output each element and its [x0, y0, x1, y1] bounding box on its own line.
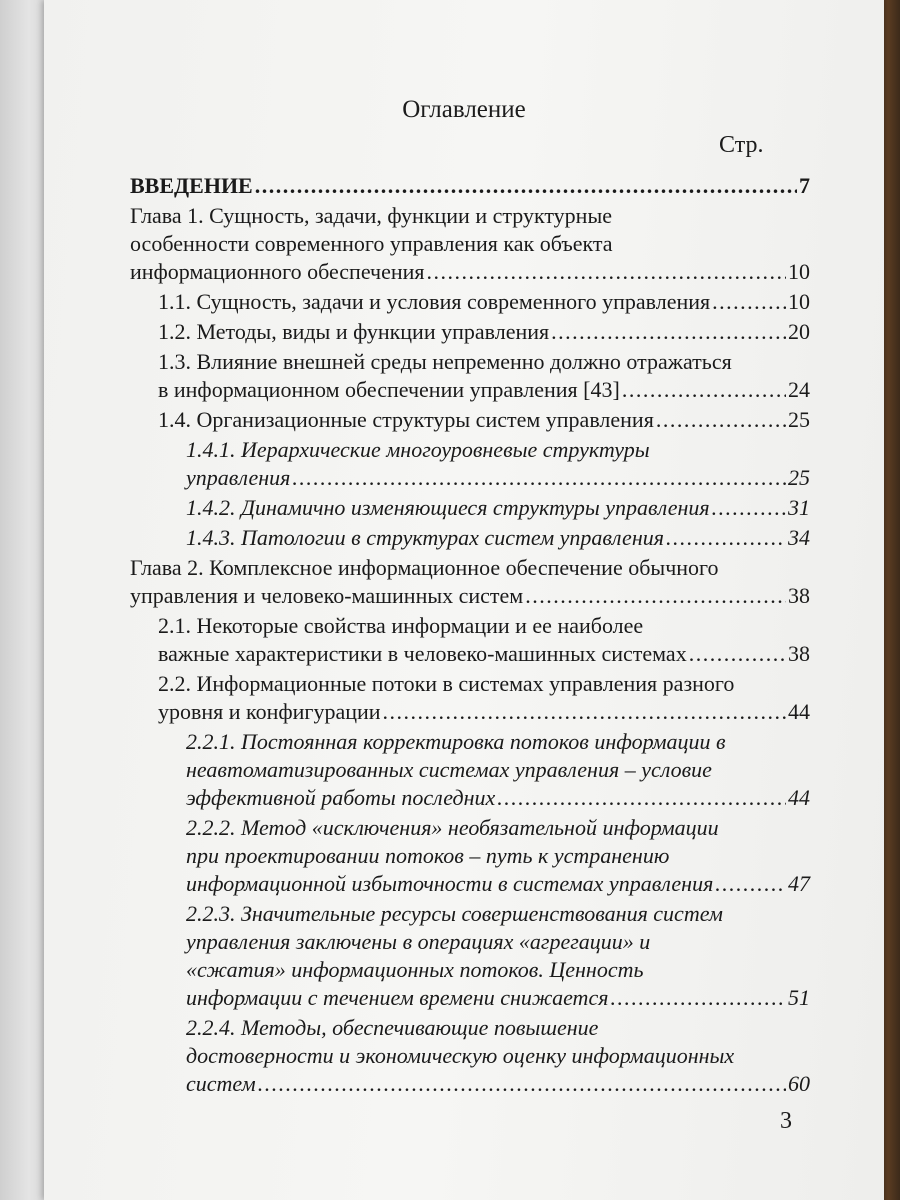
toc-entry-line — [186, 524, 810, 552]
toc-entry-line — [130, 230, 810, 258]
toc-entry-line — [186, 900, 810, 928]
dot-leader — [689, 640, 786, 668]
toc-entry-text: управления и человеко-машинных систем — [130, 583, 524, 608]
toc-entry-text: ВВЕДЕНИЕ — [130, 173, 253, 198]
toc-entry-text: 2.2.3. Значительные ресурсы совершенствования систем — [186, 901, 723, 926]
toc-entry-line — [130, 202, 810, 230]
toc-entry — [130, 814, 810, 898]
dot-leader — [715, 870, 786, 898]
dot-leader — [258, 1070, 786, 1098]
toc-entry-line — [186, 756, 810, 784]
toc-entry-line — [186, 984, 810, 1012]
dot-leader — [525, 582, 786, 610]
dot-leader — [712, 288, 786, 316]
toc-page-number: 31 — [788, 495, 810, 520]
toc-entry-line — [186, 1042, 810, 1070]
toc-entry — [130, 612, 810, 668]
toc-entry-line — [186, 464, 810, 492]
toc-entry-line — [186, 494, 810, 522]
toc-entry-line — [186, 956, 810, 984]
toc-entry-text: информации с течением времени снижается — [186, 985, 609, 1010]
toc-entry — [130, 172, 810, 200]
toc-entry — [130, 1014, 810, 1098]
toc-entry — [130, 494, 810, 522]
adjacent-page-edge — [0, 0, 48, 1200]
toc-entry-line — [130, 582, 810, 610]
toc-entry-line — [130, 258, 810, 286]
toc-entry-text: 1.1. Сущность, задачи и условия современного управления — [158, 289, 711, 314]
dot-leader — [666, 524, 786, 552]
toc-page-number: 44 — [788, 699, 810, 724]
toc-entry-text: неавтоматизированных системах управления – условие — [186, 757, 712, 782]
toc-entry-line — [186, 870, 810, 898]
toc-page-number: 10 — [788, 259, 810, 284]
toc-entry — [130, 524, 810, 552]
toc-entry-line — [130, 554, 810, 582]
toc-entry-line — [158, 698, 810, 726]
toc-entry-text: управления заключены в операциях «агрегации» и — [186, 929, 651, 954]
toc-entry-text: управления — [186, 465, 291, 490]
dot-leader — [656, 406, 786, 434]
toc-entry-text: Глава 1. Сущность, задачи, функции и структурные — [130, 203, 613, 228]
dot-leader — [551, 318, 786, 346]
toc-entry-text: информационного обеспечения — [130, 259, 425, 284]
dot-leader — [427, 258, 786, 286]
dot-leader — [497, 784, 786, 812]
page-title: Оглавление — [402, 96, 526, 123]
dot-leader — [622, 376, 786, 404]
toc-entry-text: эффективной работы последних — [186, 785, 496, 810]
dot-leader — [383, 698, 786, 726]
toc-entry — [130, 728, 810, 812]
toc-entry — [130, 318, 810, 346]
toc-entry-line — [186, 436, 810, 464]
toc-entry-text: 1.4.3. Патологии в структурах систем управления — [186, 525, 664, 550]
toc-entry-line — [158, 670, 810, 698]
toc-entry-text: 2.2.2. Метод «исключения» необязательной информации — [186, 815, 719, 840]
toc-page-number: 38 — [788, 641, 810, 666]
page-column-label: Стр. — [719, 132, 764, 158]
dot-leader — [712, 494, 786, 522]
toc-entry — [130, 288, 810, 316]
toc-page-number: 20 — [788, 319, 810, 344]
page-number: 3 — [780, 1108, 792, 1134]
toc-entry-text: 1.4.1. Иерархические многоуровневые структуры — [186, 437, 650, 462]
toc-entry-text: 1.2. Методы, виды и функции управления — [158, 319, 550, 344]
toc-entry-line — [158, 612, 810, 640]
toc-entry-text: информационной избыточности в системах управления — [186, 871, 714, 896]
toc-entry-text: важные характеристики в человеко-машинных системах — [158, 641, 687, 666]
toc-entry-text: в информационном обеспечении управления [43] — [158, 377, 620, 402]
toc-entry-line — [130, 172, 810, 200]
table-of-contents — [130, 172, 810, 1100]
toc-entry-text: 1.4. Организационные структуры систем управления — [158, 407, 654, 432]
toc-entry-line — [186, 1014, 810, 1042]
toc-entry-line — [186, 1070, 810, 1098]
toc-entry-line — [186, 928, 810, 956]
toc-entry — [130, 900, 810, 1012]
dot-leader — [255, 172, 797, 200]
toc-entry-line — [158, 348, 810, 376]
toc-entry — [130, 554, 810, 610]
book-page — [44, 0, 884, 1200]
dot-leader — [610, 984, 786, 1012]
toc-entry-text: «сжатия» информационных потоков. Ценность — [186, 957, 644, 982]
toc-page-number: 7 — [799, 173, 810, 198]
toc-entry-text: 2.2. Информационные потоки в системах управления разного — [158, 671, 735, 696]
toc-entry — [130, 202, 810, 286]
toc-page-number: 44 — [788, 785, 810, 810]
toc-entry-line — [158, 376, 810, 404]
toc-entry-text: 2.2.4. Методы, обеспечивающие повышение — [186, 1015, 599, 1040]
toc-entry-line — [158, 406, 810, 434]
toc-entry-text: достоверности и экономическую оценку информационных — [186, 1043, 735, 1068]
toc-entry-line — [186, 814, 810, 842]
toc-entry-line — [158, 318, 810, 346]
toc-entry-line — [158, 640, 810, 668]
toc-entry-text: 2.1. Некоторые свойства информации и ее наиболее — [158, 613, 644, 638]
toc-entry — [130, 406, 810, 434]
toc-page-number: 60 — [788, 1071, 810, 1096]
toc-page-number: 47 — [788, 871, 810, 896]
toc-entry-text: Глава 2. Комплексное информационное обеспечение обычного — [130, 555, 719, 580]
toc-page-number: 34 — [788, 525, 810, 550]
toc-entry-text: 1.3. Влияние внешней среды непременно должно отражаться — [158, 349, 732, 374]
toc-page-number: 24 — [788, 377, 810, 402]
toc-page-number: 38 — [788, 583, 810, 608]
toc-entry-text: 1.4.2. Динамично изменяющиеся структуры управления — [186, 495, 710, 520]
toc-entry-text: 2.2.1. Постоянная корректировка потоков информации в — [186, 729, 726, 754]
toc-entry — [130, 348, 810, 404]
toc-entry-text: особенности современного управления как объекта — [130, 231, 613, 256]
toc-entry — [130, 436, 810, 492]
toc-page-number: 25 — [788, 465, 810, 490]
toc-page-number: 51 — [788, 985, 810, 1010]
toc-entry — [130, 670, 810, 726]
toc-entry-text: систем — [186, 1071, 256, 1096]
dot-leader — [292, 464, 786, 492]
toc-page-number: 10 — [788, 289, 810, 314]
toc-entry-text: уровня и конфигурации — [158, 699, 381, 724]
toc-entry-line — [186, 784, 810, 812]
toc-page-number: 25 — [788, 407, 810, 432]
toc-entry-line — [186, 842, 810, 870]
toc-entry-text: при проектировании потоков – путь к устранению — [186, 843, 670, 868]
toc-entry-line — [186, 728, 810, 756]
toc-entry-line — [158, 288, 810, 316]
